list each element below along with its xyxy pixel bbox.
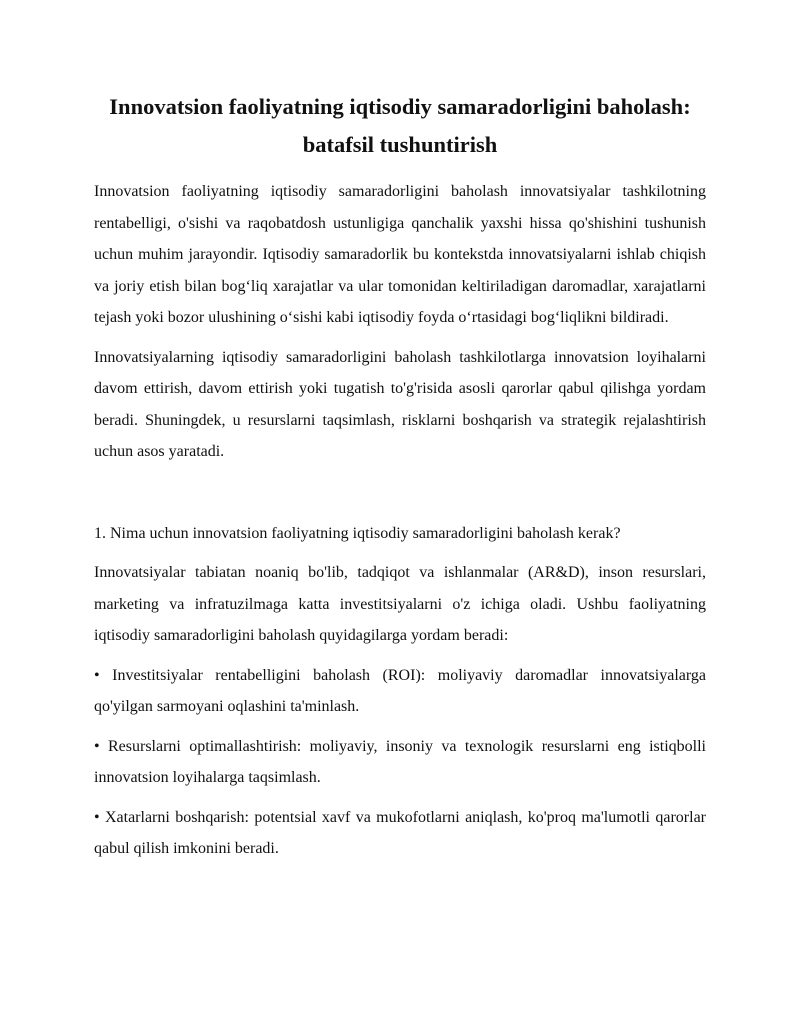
intro-paragraph-2: Innovatsiyalarning iqtisodiy samaradorligini baholash tashkilotlarga innovatsion loyihalarni davom ettirish, davom ettirish yoki tugatish to'g'risida asosli qarorlar qabul qilishga yordam beradi. Shuningdek, u resurslarni taqsimlash, risklarni boshqarish va strategik rejalashtirish uchun asos yaratadi. [94,348,706,460]
bullet-item-roi: • Investitsiyalar rentabelligini baholash (ROI): moliyaviy daromadlar innovatsiyalarga qo'yilgan sarmoyani oqlashini ta'minlash. [94,666,706,715]
bullet-item-resources: • Resurslarni optimallashtirish: moliyaviy, insoniy va texnologik resurslarni eng istiqbolli innovatsion loyihalarga taqsimlash. [94,737,706,786]
intro-paragraph-1: Innovatsion faoliyatning iqtisodiy samaradorligini baholash innovatsiyalar tashkilotning rentabelligi, o'sishi va raqobatdosh ustunligiga qanchalik yaxshi hissa qo'shishini tushunish uchun muhim jarayondir. Iqtisodiy samaradorlik bu kontekstda innovatsiyalarni ishlab chiqish va joriy etish bilan bogʻliq xarajatlar va ular tomonidan keltiriladigan daromadlar, xarajatlarni tejash yoki bozor ulushining oʻsishi kabi iqtisodiy foyda oʻrtasidagi bogʻliqlikni bildiradi. [94,183,706,326]
section-1-heading: 1. Nima uchun innovatsion faoliyatning iqtisodiy samaradorligini baholash kerak? [94,524,621,542]
section-1-intro: Innovatsiyalar tabiatan noaniq bo'lib, tadqiqot va ishlanmalar (AR&D), inson resurslari, marketing va infratuzilmaga katta investitsiyalarni o'z ichiga oladi. Ushbu faoliyatning iqtisodiy samaradorligini baholash quyidagilarga yordam beradi: [94,564,706,644]
document-title: Innovatsion faoliyatning iqtisodiy samaradorligini baholash: batafsil tushuntirish [109,94,691,157]
section-spacer [94,476,706,518]
bullet-item-risks: • Xatarlarni boshqarish: potentsial xavf va mukofotlarni aniqlash, ko'proq ma'lumotli qarorlar qabul qilish imkonini beradi. [94,808,706,857]
document-page [94,88,706,873]
